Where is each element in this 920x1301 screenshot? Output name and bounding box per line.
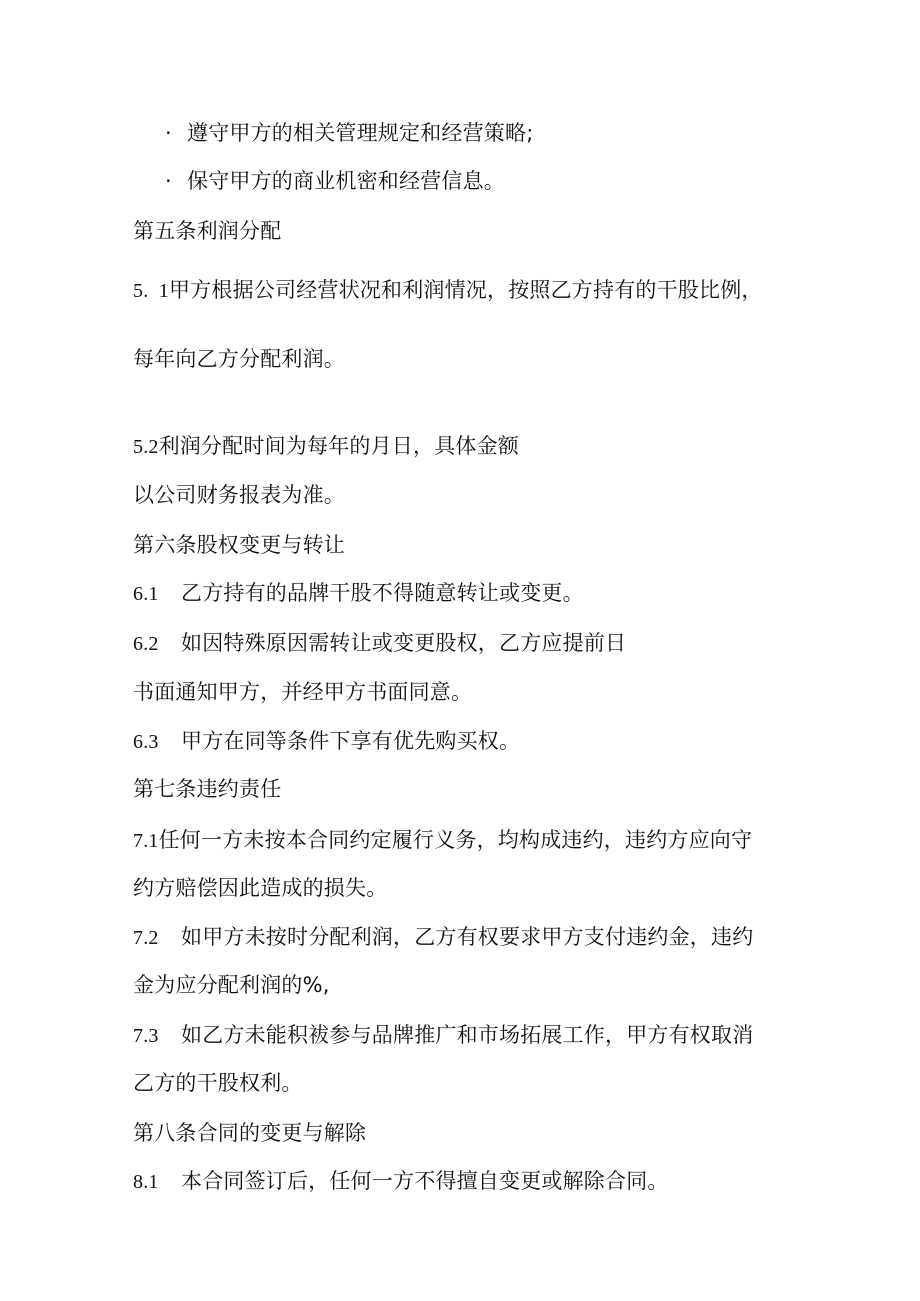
- clause-continuation: 以公司财务报表为准。: [133, 483, 345, 507]
- clause-text: 利润分配时间为每年的月日，具体金额: [158, 434, 520, 458]
- clause-number: 6.3: [133, 731, 159, 753]
- clause-number: 6.1: [133, 583, 159, 605]
- clause-number: 8.1: [133, 1171, 159, 1193]
- clause-paragraph: [133, 431, 519, 462]
- section-heading: 第七条违约责任: [133, 777, 282, 801]
- clause-paragraph: [133, 578, 584, 609]
- clause-paragraph: [133, 628, 626, 659]
- clause-text: 任何一方未按本合同约定履行义务，均构成违约，违约方应向守: [158, 828, 753, 852]
- bullet-dot: ·: [165, 169, 172, 193]
- clause-number: 7.1: [133, 830, 159, 852]
- list-item-text: 遵守甲方的相关管理规定和经营策略;: [187, 121, 534, 145]
- clause-number: 5. 1: [133, 280, 169, 302]
- section-heading: 第六条股权变更与转让: [133, 533, 345, 557]
- clause-paragraph: [133, 726, 520, 757]
- clause-paragraph: [133, 1020, 753, 1051]
- clause-continuation: 约方赔偿因此造成的损失。: [133, 876, 388, 900]
- clause-number: 6.2: [133, 633, 159, 655]
- list-item-text: 保守甲方的商业机密和经营信息。: [187, 169, 505, 193]
- clause-text: 如因特殊原因需转让或变更股权，乙方应提前日: [181, 631, 627, 655]
- clause-paragraph: [133, 825, 752, 856]
- clause-text: 本合同签订后，任何一方不得擅自变更或解除合同。: [181, 1169, 669, 1193]
- clause-continuation: 书面通知甲方，并经甲方书面同意。: [133, 680, 473, 704]
- clause-paragraph: [133, 1166, 669, 1197]
- clause-number: 5.2: [133, 436, 159, 458]
- clause-text: 甲方在同等条件下享有优先购买权。: [181, 729, 521, 753]
- section-heading: 第五条利润分配: [133, 219, 282, 243]
- clause-continuation: 乙方的干股权利。: [133, 1071, 303, 1095]
- clause-continuation: 每年向乙方分配利润。: [133, 347, 345, 371]
- bullet-dot: ·: [165, 121, 172, 145]
- clause-continuation: 金为应分配利润的%,: [133, 973, 330, 997]
- clause-text: 乙方持有的品牌干股不得随意转让或变更。: [181, 581, 584, 605]
- section-heading: 第八条合同的变更与解除: [133, 1121, 367, 1145]
- clause-number: 7.2: [133, 927, 159, 949]
- list-item: [165, 166, 505, 196]
- clause-text: 如乙方未能积袚参与品牌推广和市场拓展工作，甲方有权取消: [181, 1023, 754, 1047]
- clause-paragraph: [133, 275, 763, 306]
- clause-number: 7.3: [133, 1025, 159, 1047]
- clause-text: 如甲方未按时分配利润，乙方有权要求甲方支付违约金，违约: [181, 925, 754, 949]
- clause-paragraph: [133, 922, 753, 953]
- list-item: [165, 118, 533, 148]
- clause-text: 甲方根据公司经营状况和利润情况，按照乙方持有的干股比例，: [169, 278, 763, 302]
